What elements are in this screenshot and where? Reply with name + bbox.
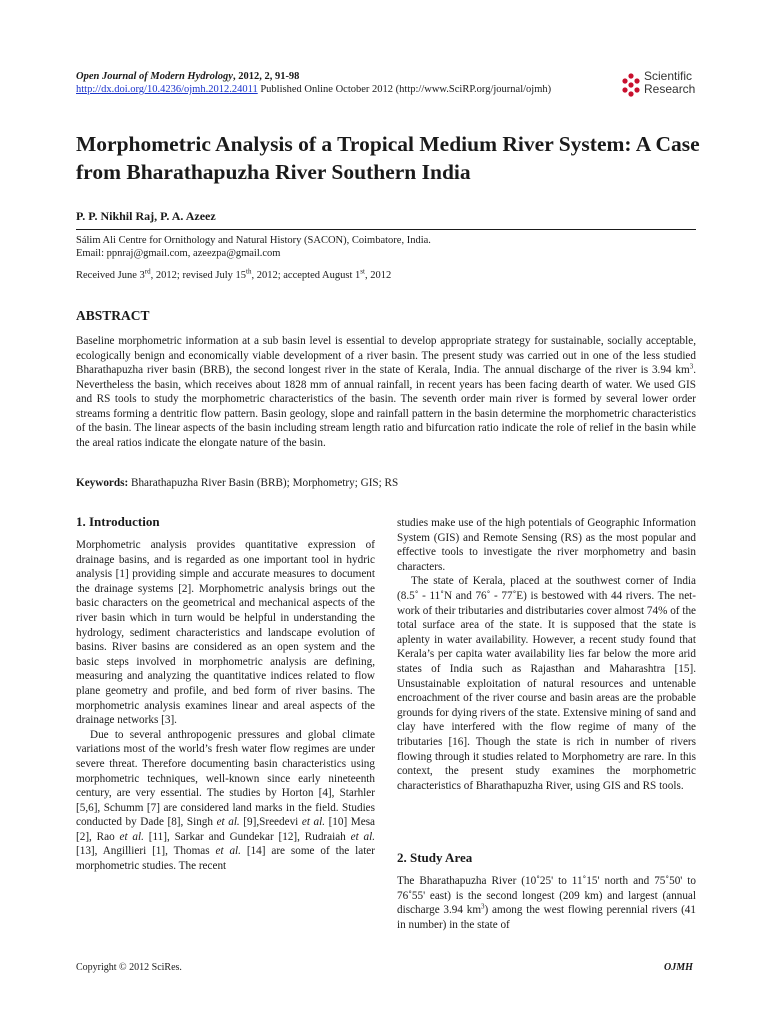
- accepted-sup: st: [360, 267, 365, 276]
- et-al: et al.: [215, 845, 241, 858]
- text-span: [13], Angillieri [1], Thomas: [76, 845, 216, 858]
- accepted-text: , 2012; accepted August 1: [251, 270, 361, 281]
- affiliation: Sálim Ali Centre for Ornithology and Natural History (SACON), Coimbatore, India.: [76, 235, 431, 246]
- text-span: Due to several anthropogenic pressures and global climate variations most of the world’s fresh water flow regimes are under severe threat. Therefore documenting basin characteristics using morphometric techniques, well-known since early nineteenth century, are very essential. The studies by Horton [4], Starhler [5,6], Schumm [7] are considered land marks in the field. Studies conducted by Dade [8], Singh: [76, 728, 375, 829]
- section-heading-introduction: 1. Introduction: [76, 514, 160, 529]
- journal-abbreviation: OJMH: [664, 962, 693, 973]
- keywords: [76, 477, 398, 489]
- text-span: The Bharathapuzha River (10˚25' to 11˚15' north and 75˚50' to 76˚55' east) is the second longest (209 km) and largest (annual discharge 3.94 km: [397, 875, 696, 917]
- journal-citation: [76, 71, 299, 82]
- et-al: et al.: [216, 816, 240, 829]
- text-span: [11], Sarkar and Gundekar [12], Rudraiah: [143, 830, 351, 843]
- affiliation-block: [76, 234, 431, 260]
- abstract-sup: 3: [689, 362, 694, 371]
- title-divider: [76, 229, 696, 230]
- et-al: et al.: [119, 830, 144, 843]
- intro-paragraph-4: The state of Kerala, placed at the southwest corner of India (8.5˚ - 11˚N and 76˚ - 77˚E) is bestowed with 44 rivers. The net-work of their tributaries and distributaries cover almost 74% of the total surface area of the state. It is supposed that the state is aplenty in water availability. However, a recent study found that Kerala’s per capita water availability lies far below the more arid states of India such as Rajasthan and Maharashtra [15]. Unsustainable exploitation of natural resources and untenable encroachment of the river course and basin areas are the probable grounds for dying rivers of the state. Extensive mining of sand and clay have interfered with the flow regime of many of the tributaries [16]. Though the state is rich in number of rivers flowing through it studies related to Morphometry are rare. In this context, the present study examines the morphometric characteristics of Bharathapuzha River, using GIS and RS tools.: [397, 575, 696, 792]
- received-dates: [76, 267, 392, 281]
- section-heading-study-area: 2. Study Area: [397, 850, 473, 865]
- et-al: et al.: [301, 816, 326, 829]
- scientific-research-logo: [620, 70, 700, 100]
- abstract-heading: ABSTRACT: [76, 308, 150, 323]
- right-column: [397, 516, 696, 793]
- received-text: Received June 3: [76, 270, 145, 281]
- left-column: [76, 538, 375, 874]
- text-span: [14] are some of the later morphometric studies. The recent: [76, 845, 375, 873]
- intro-paragraph-1: Morphometric analysis provides quantitative expression of drainage basins, and is regarded as one important tool in hydric analysis [1] providing simple and accurate measures to document the drainage systems [2]. Morphometric analysis brings out the basic characters on the geometrical and mechanical aspects of the river basin which in turn would be helpful in understanding the hydrology, sediment characteristics and landscape evolution of basins. River basins are considered as an open system and the basic steps involved in morphometric analysis are defining, measuring and analyzing the quantitative indices related to flow plane geometry and profile, and bed form of river basins. The morphometric analysis examines linear and areal aspects of the drainage networks [3].: [76, 539, 375, 727]
- intro-paragraph-3: studies make use of the high potentials of Geographic Information System (GIS) and Remote Sensing (RS) as the most popular and effective tools to investigate the river morphometry and basin characters.: [397, 517, 696, 573]
- logo-mark-icon: [620, 72, 642, 98]
- accepted-year: , 2012: [364, 270, 392, 281]
- et-al: et al.: [350, 830, 376, 843]
- abstract-body: [76, 334, 696, 450]
- revised-text: , 2012; revised July 15: [150, 270, 247, 281]
- revised-sup: th: [246, 267, 252, 276]
- doi-link[interactable]: http://dx.doi.org/10.4236/ojmh.2012.24011: [76, 84, 258, 95]
- study-area-sup: 3: [481, 902, 485, 911]
- paper-title: Morphometric Analysis of a Tropical Medium River System: A Case from Bharathapuzha River Southern India: [76, 132, 700, 184]
- journal-volume: , 2012, 2, 91-98: [232, 71, 300, 82]
- text-span: [9],Sreedevi: [239, 816, 302, 829]
- copyright: Copyright © 2012 SciRes.: [76, 962, 182, 973]
- study-area-paragraph-1: [397, 874, 696, 932]
- received-sup: rd: [144, 267, 151, 276]
- study-area-column: [397, 874, 696, 932]
- intro-paragraph-2: [76, 728, 375, 874]
- keywords-label: Keywords:: [76, 477, 129, 489]
- email: Email: ppnraj@gmail.com, azeezpa@gmail.com: [76, 248, 281, 259]
- abstract-part-1: Baseline morphometric information at a sub basin level is essential to develop appropriate strategy for sustainable, socially acceptable, ecologically benign and economically viable development of a river basin. The present study was carried out in one of the less studied Bharathapuzha river basin (BRB), the second longest river in the state of Kerala, India. The annual discharge of the river is 3.94 km: [76, 335, 696, 376]
- abstract-part-2: . Nevertheless the basin, which receives about 1828 mm of annual rainfall, in recent years has been facing dearth of water. We used GIS and RS tools to study the morphometric characteristics of the basin. The seventh order main river is formed by several lower order streams forming a dentritic flow pattern. Basin geology, slope and rainfall pattern in the basin determine the morphometric characteristics of the basin. The linear aspects of the basin including stream length ratio and bifurcation ratio indicate the role of relief in the basin while the areal ratios indicate the elongate nature of the basin.: [76, 364, 696, 449]
- logo-line-2: Research: [644, 82, 696, 96]
- text-span: ) among the west flowing perennial rivers (41 in number) in the state of: [397, 904, 696, 931]
- authors: P. P. Nikhil Raj, P. A. Azeez: [76, 209, 216, 223]
- logo-line-1: Scientific: [644, 69, 693, 83]
- logo-text: [644, 70, 695, 96]
- keywords-text: Bharathapuzha River Basin (BRB); Morphometry; GIS; RS: [128, 477, 399, 489]
- journal-name: Open Journal of Modern Hydrology: [76, 71, 233, 82]
- doi-line: [76, 84, 551, 95]
- text-span: [10] Mesa [2], Rao: [76, 816, 376, 843]
- published-note: Published Online October 2012 (http://www.SciRP.org/journal/ojmh): [260, 84, 552, 95]
